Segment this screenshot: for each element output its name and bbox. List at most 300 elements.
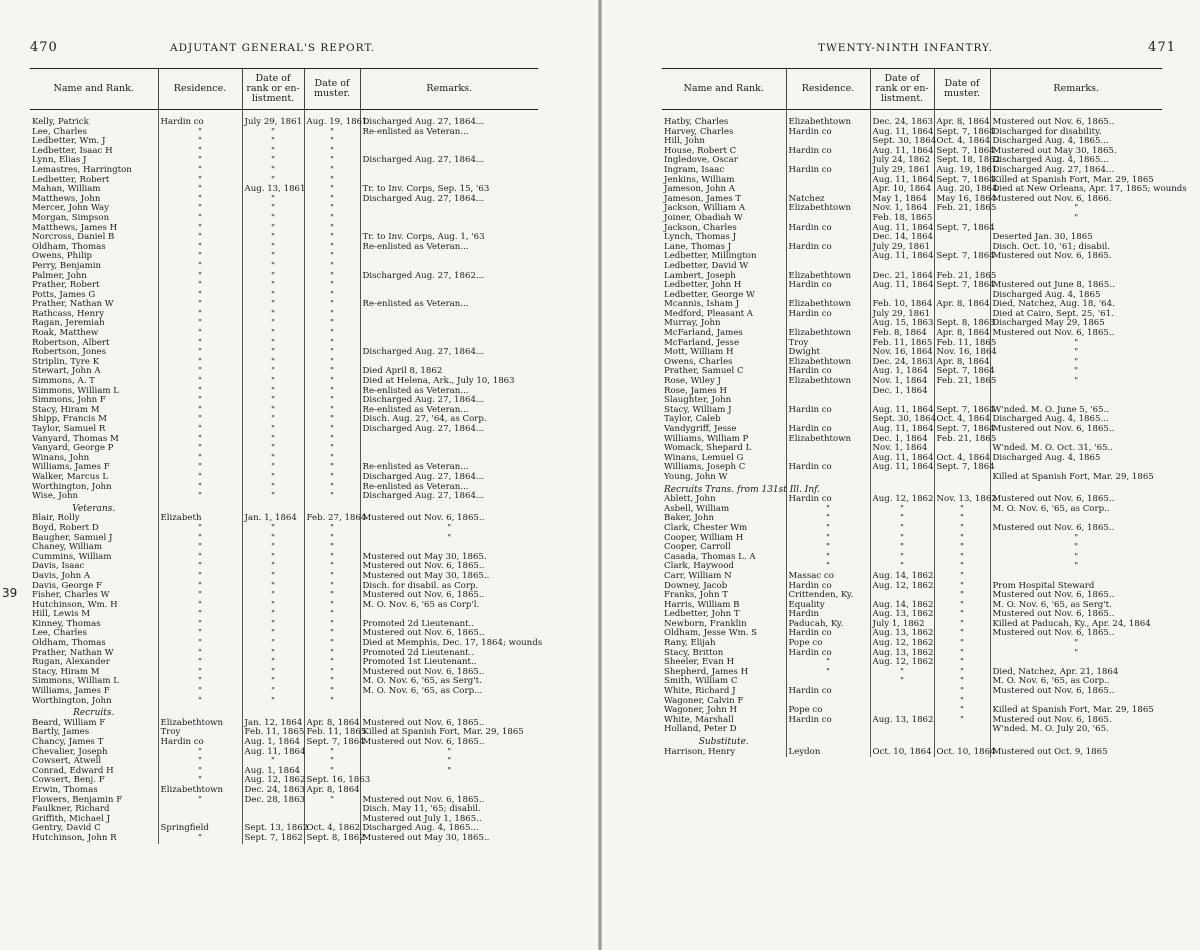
soldier-name: Roak, Matthew xyxy=(32,328,99,339)
remarks: Mustered out Nov. 6, 1866. xyxy=(990,195,1162,205)
residence: Hardin co xyxy=(786,128,870,138)
remarks: Killed at Spanish Fort, Mar. 29, 1865 xyxy=(990,473,1162,483)
enlistment-date: " xyxy=(870,514,934,524)
soldier-name: Walker, Marcus L xyxy=(32,471,109,482)
soldier-name: Casada, Thomas L. A xyxy=(664,551,756,562)
soldier-name: Oldham, Thomas xyxy=(32,241,106,252)
muster-date: Feb. 21, 1865 xyxy=(934,435,990,445)
table-row xyxy=(30,534,538,544)
residence: Hardin co xyxy=(158,118,242,128)
muster-date: " xyxy=(304,224,360,234)
remarks: M. O. Nov. 6, '65, as Serg't. xyxy=(990,601,1162,611)
table-row xyxy=(30,310,538,320)
table-row xyxy=(662,387,1162,397)
enlistment-date: Aug. 15, 1863 xyxy=(870,319,934,329)
soldier-name: Stacy, William J xyxy=(664,404,732,415)
muster-date: " xyxy=(304,176,360,186)
remarks: M. O. Nov. 6, '65, as Corp.. xyxy=(990,677,1162,687)
soldier-name: Hutchinson, Wm. H xyxy=(32,599,118,610)
residence: " xyxy=(158,377,242,387)
soldier-name: Carr, William N xyxy=(664,570,732,581)
residence: " xyxy=(158,454,242,464)
residence: Hardin co xyxy=(158,738,242,748)
residence: " xyxy=(158,291,242,301)
soldier-name: Worthington, John xyxy=(32,695,112,706)
muster-date: " xyxy=(304,128,360,138)
residence: " xyxy=(158,396,242,406)
remarks xyxy=(360,329,538,339)
soldier-name: House, Robert C xyxy=(664,145,737,156)
enlistment-date: " xyxy=(242,156,304,166)
enlistment-date xyxy=(870,473,934,483)
remarks: " xyxy=(990,339,1162,349)
remarks: Discharged Aug. 27, 1864... xyxy=(360,396,538,406)
soldier-name: Clark, Haywood xyxy=(664,561,734,572)
enlistment-date: " xyxy=(242,319,304,329)
muster-date: Feb. 21, 1865 xyxy=(934,377,990,387)
remarks: Mustered out May 30, 1865.. xyxy=(360,834,538,844)
remarks: Mustered out May 30, 1865.. xyxy=(360,572,538,582)
muster-date: Sept. 7, 1864 xyxy=(934,367,990,377)
enlistment-date: " xyxy=(870,524,934,534)
soldier-name: McFarland, James xyxy=(664,328,743,339)
residence: " xyxy=(158,272,242,282)
muster-date: " xyxy=(304,252,360,262)
enlistment-date: " xyxy=(242,601,304,611)
remarks: Discharged Aug. 27, 1864... xyxy=(360,118,538,128)
residence: " xyxy=(158,224,242,234)
residence: " xyxy=(158,214,242,224)
enlistment-date: " xyxy=(242,658,304,668)
muster-date: " xyxy=(934,582,990,592)
soldier-name: Hatby, Charles xyxy=(664,117,729,127)
table-row xyxy=(30,243,538,253)
remarks: Disch. May 11, '65; disabil. xyxy=(360,805,538,815)
muster-date: " xyxy=(934,677,990,687)
residence: Crittenden, Ky. xyxy=(786,591,870,601)
soldier-name: Matthews, John xyxy=(32,193,101,204)
enlistment-date: Aug. 13, 1862 xyxy=(870,716,934,726)
residence: " xyxy=(158,329,242,339)
muster-date: Apr. 8, 1864 xyxy=(934,118,990,128)
col-muster-header: Date of muster. xyxy=(304,69,360,110)
soldier-name: Wagoner, John H xyxy=(664,705,738,716)
soldier-name: Sheeler, Evan H xyxy=(664,657,735,668)
table-row xyxy=(662,748,1162,758)
remarks: " xyxy=(990,214,1162,224)
enlistment-date xyxy=(870,687,934,697)
remarks: Mustered out Nov. 6, 1865.. xyxy=(990,524,1162,534)
enlistment-date: " xyxy=(242,582,304,592)
remarks: Discharged Aug. 4, 1865 xyxy=(990,291,1162,301)
remarks: M. O. Nov. 6, '65, as Corp.. xyxy=(990,505,1162,515)
soldier-name: Davis, John A xyxy=(32,570,91,581)
soldier-name: Jackson, Charles xyxy=(664,222,737,233)
soldier-name: Jameson, James T xyxy=(664,193,742,204)
muster-date: " xyxy=(934,697,990,707)
enlistment-date: July 24, 1862 xyxy=(870,156,934,166)
soldier-name: Ingledove, Oscar xyxy=(664,155,738,166)
col-name-header: Name and Rank. xyxy=(662,69,786,110)
remarks: " xyxy=(990,204,1162,214)
table-row xyxy=(30,492,538,502)
residence: " xyxy=(158,834,242,844)
residence: " xyxy=(158,748,242,758)
enlistment-date: Aug. 13, 1862 xyxy=(870,629,934,639)
remarks xyxy=(360,435,538,445)
muster-date: " xyxy=(934,610,990,620)
muster-date: " xyxy=(304,204,360,214)
table-row xyxy=(30,300,538,310)
enlistment-date: Feb. 10, 1864 xyxy=(870,300,934,310)
remarks: Promoted 1st Lieutenant.. xyxy=(360,658,538,668)
residence: " xyxy=(158,204,242,214)
col-enlistment-header: Date of rank or en- listment. xyxy=(242,69,304,110)
enlistment-date: " xyxy=(242,166,304,176)
residence: " xyxy=(158,195,242,205)
muster-date: " xyxy=(304,697,360,707)
enlistment-date: Dec. 1, 1864 xyxy=(870,435,934,445)
soldier-name: Potts, James G xyxy=(32,289,96,300)
soldier-name: Wise, John xyxy=(32,491,79,502)
soldier-name: Joiner, Obadiah W xyxy=(664,212,743,223)
muster-date: " xyxy=(304,147,360,157)
soldier-name: Harrison, Henry xyxy=(664,746,736,757)
remarks: " xyxy=(990,348,1162,358)
remarks: Discharged Aug. 27, 1864... xyxy=(360,156,538,166)
soldier-name: Ragan, Jeremiah xyxy=(32,318,105,329)
residence xyxy=(786,444,870,454)
remarks: Mustered out Nov. 6, 1865.. xyxy=(360,629,538,639)
table-row xyxy=(662,473,1162,483)
soldier-name: Worthington, John xyxy=(32,481,112,492)
soldier-name: Taylor, Caleb xyxy=(664,414,721,425)
residence: " xyxy=(158,137,242,147)
remarks: Deserted Jan. 30, 1865 xyxy=(990,233,1162,243)
residence xyxy=(786,725,870,735)
soldier-name: Jameson, John A xyxy=(664,184,736,195)
residence: Hardin co xyxy=(786,147,870,157)
muster-date: " xyxy=(304,367,360,377)
remarks: Mustered out Nov. 6, 1865.. xyxy=(990,118,1162,128)
muster-date: " xyxy=(304,658,360,668)
remarks: Died at Memphis, Dec. 17, 1864; wounds xyxy=(360,639,538,649)
soldier-name: Kelly, Patrick xyxy=(32,117,89,127)
enlistment-date: Feb. 18, 1865 xyxy=(870,214,934,224)
remarks: Died, Natchez, Aug. 18, '64. xyxy=(990,300,1162,310)
header-row xyxy=(30,69,538,110)
empty-cell xyxy=(242,706,304,719)
muster-date: " xyxy=(304,582,360,592)
residence: " xyxy=(158,562,242,572)
residence: " xyxy=(158,629,242,639)
enlistment-date: " xyxy=(242,339,304,349)
enlistment-date: " xyxy=(870,553,934,563)
enlistment-date: " xyxy=(242,387,304,397)
enlistment-date: Sept. 13, 1862 xyxy=(242,824,304,834)
residence: " xyxy=(158,492,242,502)
soldier-name: Ledbetter, George W xyxy=(664,289,755,300)
enlistment-date: July 29, 1861 xyxy=(870,243,934,253)
soldier-name: Faulkner, Richard xyxy=(32,804,110,815)
enlistment-date: " xyxy=(242,483,304,493)
muster-date: " xyxy=(934,668,990,678)
remarks: Killed at Paducah, Ky., Apr. 24, 1864 xyxy=(990,620,1162,630)
muster-date: " xyxy=(304,272,360,282)
enlistment-date: " xyxy=(242,620,304,630)
muster-date: Feb. 21, 1865 xyxy=(934,272,990,282)
enlistment-date: " xyxy=(242,377,304,387)
muster-date: Oct. 4, 1864 xyxy=(934,137,990,147)
muster-date: Oct. 10, 1864 xyxy=(934,748,990,758)
left-page xyxy=(0,0,598,950)
remarks: " xyxy=(990,639,1162,649)
soldier-name: Young, John W xyxy=(664,471,728,482)
soldier-name: Rany, Elijah xyxy=(664,638,716,649)
muster-date: " xyxy=(304,483,360,493)
soldier-name: Cooper, Carroll xyxy=(664,542,731,553)
residence: Hardin co xyxy=(786,367,870,377)
section-heading-row xyxy=(662,735,1162,748)
enlistment-date: " xyxy=(242,687,304,697)
residence: " xyxy=(158,415,242,425)
muster-date: " xyxy=(304,415,360,425)
soldier-name: White, Richard J xyxy=(664,686,736,697)
running-head xyxy=(662,40,1176,62)
muster-date: " xyxy=(304,796,360,806)
residence: " xyxy=(158,610,242,620)
enlistment-date: " xyxy=(242,204,304,214)
soldier-name: Rose, James H xyxy=(664,385,728,396)
remarks: Discharged Aug. 27, 1864... xyxy=(360,348,538,358)
residence: Leydon xyxy=(786,748,870,758)
remarks: Re-enlisted as Veteran... xyxy=(360,128,538,138)
enlistment-date: " xyxy=(242,195,304,205)
muster-date: " xyxy=(304,243,360,253)
enlistment-date: " xyxy=(242,425,304,435)
soldier-name: Norcross, Daniel B xyxy=(32,232,115,243)
table-row xyxy=(662,553,1162,563)
enlistment-date: " xyxy=(242,214,304,224)
muster-date: " xyxy=(304,156,360,166)
remarks: Mustered out May 30, 1865. xyxy=(360,553,538,563)
soldier-name: Gentry, David C xyxy=(32,823,101,834)
soldier-name: Blair, Rolly xyxy=(32,513,80,524)
soldier-name: Vanyard, George P xyxy=(32,443,114,454)
residence: " xyxy=(158,757,242,767)
enlistment-date: " xyxy=(242,668,304,678)
muster-date: " xyxy=(304,166,360,176)
enlistment-date: July 29, 1861 xyxy=(242,118,304,128)
muster-date: " xyxy=(934,620,990,630)
residence: Elizabethtown xyxy=(786,358,870,368)
soldier-name: Ledbetter, Wm. J xyxy=(32,136,106,147)
residence: " xyxy=(158,697,242,707)
muster-date: " xyxy=(304,473,360,483)
enlistment-date: " xyxy=(242,272,304,282)
residence: " xyxy=(158,668,242,678)
enlistment-date: July 29, 1861 xyxy=(870,310,934,320)
remarks: Discharged Aug. 4, 1865... xyxy=(990,156,1162,166)
empty-cell xyxy=(934,735,990,748)
enlistment-date: July 29, 1861 xyxy=(870,166,934,176)
residence: Hardin co xyxy=(786,582,870,592)
soldier-name: Chancy, James T xyxy=(32,737,104,747)
col-residence-header: Residence. xyxy=(158,69,242,110)
soldier-name: Matthews, James H xyxy=(32,222,118,233)
muster-date: " xyxy=(934,505,990,515)
enlistment-date: " xyxy=(242,677,304,687)
muster-date: " xyxy=(304,572,360,582)
remarks: Discharged Aug. 27, 1864... xyxy=(360,425,538,435)
residence: " xyxy=(158,281,242,291)
soldier-name: Williams, James F xyxy=(32,462,110,473)
residence: " xyxy=(158,591,242,601)
soldier-name: Chevalier, Joseph xyxy=(32,746,108,757)
enlistment-date: " xyxy=(242,281,304,291)
soldier-name: Hill, John xyxy=(664,136,705,147)
enlistment-date: Dec. 28, 1863 xyxy=(242,796,304,806)
remarks xyxy=(990,262,1162,272)
soldier-name: Mercer, John Way xyxy=(32,203,110,214)
muster-date: " xyxy=(934,524,990,534)
residence: Dwight xyxy=(786,348,870,358)
soldier-name: Boyd, Robert D xyxy=(32,522,99,533)
roster-body xyxy=(30,110,543,844)
enlistment-date: " xyxy=(242,757,304,767)
soldier-name: Ledbetter, Robert xyxy=(32,174,110,185)
residence: " xyxy=(158,582,242,592)
soldier-name: Prather, Robert xyxy=(32,280,100,291)
muster-date: Aug. 20, 1864 xyxy=(934,185,990,195)
muster-date: " xyxy=(304,524,360,534)
residence: " xyxy=(786,505,870,515)
col-residence-header: Residence. xyxy=(786,69,870,110)
remarks: Mustered out Nov. 6, 1865.. xyxy=(990,629,1162,639)
muster-date: " xyxy=(304,610,360,620)
enlistment-date: " xyxy=(242,435,304,445)
enlistment-date: " xyxy=(870,677,934,687)
enlistment-date: Aug. 13, 1862 xyxy=(870,610,934,620)
remarks: " xyxy=(360,757,538,767)
soldier-name: Ledbetter, Isaac H xyxy=(32,145,113,156)
muster-date: " xyxy=(304,562,360,572)
remarks: " xyxy=(990,534,1162,544)
col-name-header: Name and Rank. xyxy=(30,69,158,110)
enlistment-date: " xyxy=(242,629,304,639)
soldier-name: Hill, Lewis M xyxy=(32,609,91,620)
soldier-name: Davis, Isaac xyxy=(32,561,85,572)
muster-date: Sept. 7, 1864 xyxy=(934,176,990,186)
muster-date: Apr. 8, 1864 xyxy=(934,300,990,310)
residence: " xyxy=(158,176,242,186)
soldier-name: Lee, Charles xyxy=(32,126,87,137)
remarks: Prom Hospital Steward xyxy=(990,582,1162,592)
soldier-name: Lee, Charles xyxy=(32,628,87,639)
remarks xyxy=(360,444,538,454)
residence: " xyxy=(158,406,242,416)
residence: " xyxy=(158,156,242,166)
residence xyxy=(786,387,870,397)
muster-date: " xyxy=(304,649,360,659)
muster-date: " xyxy=(304,767,360,777)
soldier-name: Simmons, John F xyxy=(32,395,106,406)
muster-date: " xyxy=(304,668,360,678)
table-row xyxy=(30,272,538,282)
soldier-name: Jackson, William A xyxy=(664,203,746,214)
muster-date: Sept. 7, 1864 xyxy=(934,463,990,473)
soldier-name: Williams, James F xyxy=(32,686,110,697)
residence: Hardin co xyxy=(786,629,870,639)
soldier-name: Prather, Nathan W xyxy=(32,647,114,658)
residence: " xyxy=(158,534,242,544)
muster-date: Aug. 19, 1861 xyxy=(304,118,360,128)
residence: Elizabethtown xyxy=(786,204,870,214)
enlistment-date: Aug. 1, 1864 xyxy=(242,767,304,777)
residence: " xyxy=(158,620,242,630)
remarks: Mustered out July 1, 1865.. xyxy=(360,815,538,825)
soldier-name: Robertson, Albert xyxy=(32,337,110,348)
muster-date: " xyxy=(304,444,360,454)
enlistment-date: Feb. 11, 1865 xyxy=(870,339,934,349)
muster-date xyxy=(934,473,990,483)
enlistment-date: " xyxy=(242,473,304,483)
enlistment-date: Sept. 7, 1862 xyxy=(242,834,304,844)
remarks: Discharged Aug. 4, 1865... xyxy=(990,137,1162,147)
residence: " xyxy=(158,658,242,668)
soldier-name: Ledbetter, John T xyxy=(664,609,740,620)
enlistment-date: " xyxy=(242,406,304,416)
muster-date: Feb. 27, 1864 xyxy=(304,514,360,524)
enlistment-date: " xyxy=(242,492,304,502)
residence: Hardin co xyxy=(786,281,870,291)
enlistment-date xyxy=(870,725,934,735)
soldier-name: Vanyard, Thomas M xyxy=(32,433,119,444)
muster-date: Sept. 7, 1864 xyxy=(934,425,990,435)
muster-date: " xyxy=(304,185,360,195)
muster-date: Oct. 4, 1862 xyxy=(304,824,360,834)
soldier-name: Cooper, William H xyxy=(664,532,744,543)
soldier-name: Rugan, Alexander xyxy=(32,657,110,668)
remarks: Discharged Aug. 4, 1865... xyxy=(360,824,538,834)
residence: Hardin co xyxy=(786,310,870,320)
running-title: ADJUTANT GENERAL'S REPORT. xyxy=(170,42,376,54)
remarks: Mustered out Nov. 6, 1865.. xyxy=(360,738,538,748)
enlistment-date: " xyxy=(242,147,304,157)
residence: Hardin co xyxy=(786,425,870,435)
muster-date: Sept. 16, 1863 xyxy=(304,776,360,786)
soldier-name: Simmons, A. T xyxy=(32,376,95,387)
soldier-name: Striplin, Tyre K xyxy=(32,356,100,367)
muster-date: " xyxy=(304,601,360,611)
empty-cell xyxy=(158,706,242,719)
muster-date: " xyxy=(934,514,990,524)
soldier-name: Lynn, Elias J xyxy=(32,155,87,166)
soldier-name: Perry, Benjamin xyxy=(32,260,102,271)
residence: " xyxy=(158,553,242,563)
residence: " xyxy=(786,543,870,553)
enlistment-date: " xyxy=(242,128,304,138)
enlistment-date: " xyxy=(242,348,304,358)
enlistment-date: " xyxy=(242,610,304,620)
soldier-name: Fisher, Charles W xyxy=(32,590,110,601)
enlistment-date: " xyxy=(870,543,934,553)
remarks: Disch. for disabil. as Corp. xyxy=(360,582,538,592)
soldier-name: Ledbetter, David W xyxy=(664,260,749,271)
muster-date: " xyxy=(304,387,360,397)
enlistment-date: Oct. 10, 1864 xyxy=(870,748,934,758)
residence: " xyxy=(158,262,242,272)
